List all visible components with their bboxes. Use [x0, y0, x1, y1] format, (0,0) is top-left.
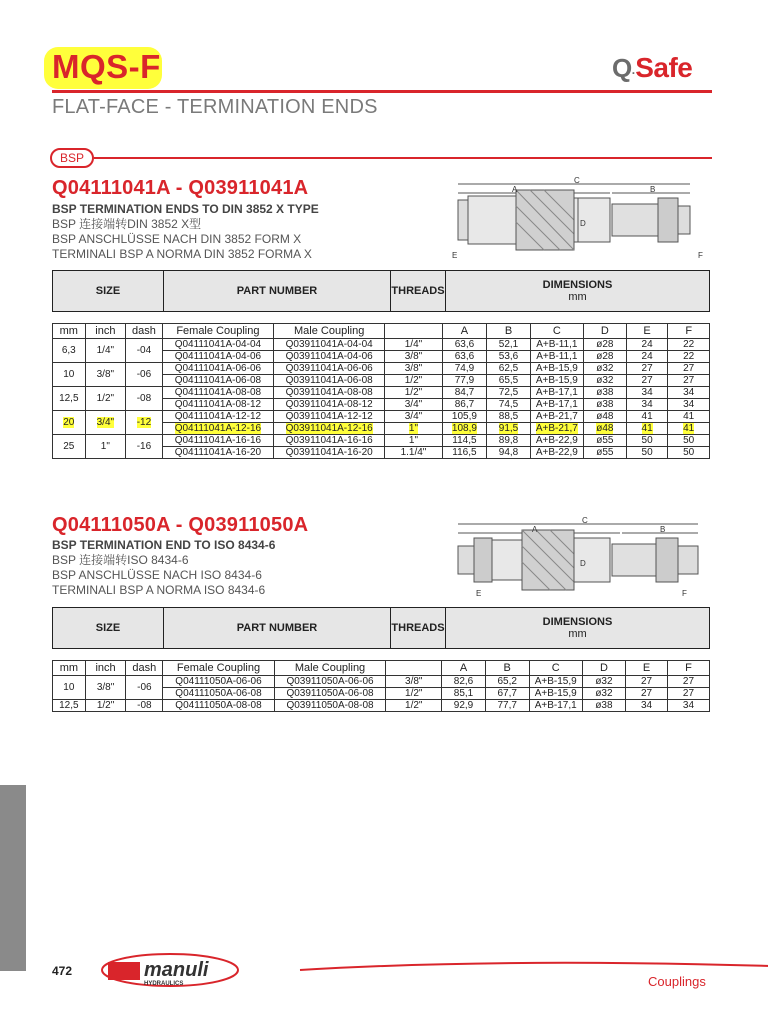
dim-f-label: F — [682, 589, 687, 598]
column-header: C — [529, 661, 582, 676]
table-cell: Q04111041A-04-06 — [162, 351, 273, 363]
table-cell: Q04111050A-06-08 — [163, 688, 274, 700]
size-dash: -12 — [126, 411, 163, 435]
table-cell: ø32 — [582, 676, 625, 688]
coupling-diagram-2 — [448, 516, 712, 604]
column-header: C — [530, 324, 583, 339]
size-inch: 1/2" — [85, 387, 126, 411]
column-header: Female Coupling — [162, 324, 273, 339]
table-cell: 89,8 — [487, 435, 530, 447]
table-cell: 3/4" — [385, 399, 442, 411]
table-cell: 1/2" — [386, 688, 442, 700]
table-cell: A+B-17,1 — [530, 399, 583, 411]
column-header-row — [53, 324, 710, 339]
table-cell: A+B-22,9 — [530, 447, 583, 459]
table-cell: A+B-17,1 — [530, 387, 583, 399]
table-cell: 94,8 — [487, 447, 530, 459]
column-header: D — [582, 661, 625, 676]
table-cell: ø48 — [583, 423, 626, 435]
size-mm: 12,5 — [53, 387, 86, 411]
column-header: B — [487, 324, 530, 339]
table-cell: 27 — [668, 375, 710, 387]
table-cell: Q04111041A-06-08 — [162, 375, 273, 387]
page-title: MQS-F — [52, 48, 161, 85]
table-cell: 91,5 — [487, 423, 530, 435]
dim-c-label: C — [574, 176, 580, 185]
size-mm: 10 — [53, 363, 86, 387]
size-mm: 6,3 — [53, 339, 86, 363]
table-cell: Q04111041A-12-16 — [162, 423, 273, 435]
table-cell: ø55 — [583, 435, 626, 447]
dim-b-label: B — [650, 185, 656, 194]
table-cell: 74,5 — [487, 399, 530, 411]
unit-label: mm — [568, 291, 587, 303]
table-cell: ø48 — [583, 411, 626, 423]
table-cell: ø32 — [583, 363, 626, 375]
col-part-number: PART NUMBER — [164, 271, 391, 312]
unit-label: mm — [568, 628, 587, 640]
table-row — [53, 700, 710, 712]
table-cell: 34 — [626, 387, 668, 399]
table-cell: 92,9 — [442, 700, 486, 712]
desc-de: BSP ANSCHLÜSSE NACH DIN 3852 FORM X — [52, 232, 302, 246]
table-cell: ø32 — [583, 375, 626, 387]
table-cell: ø55 — [583, 447, 626, 459]
table-cell: Q03911041A-08-08 — [273, 387, 384, 399]
table-cell: Q03911041A-12-16 — [273, 423, 384, 435]
table-cell: 86,7 — [442, 399, 487, 411]
table-cell: 27 — [626, 676, 668, 688]
size-mm: 12,5 — [53, 700, 86, 712]
side-tab — [0, 785, 26, 971]
table-cell: 1/2" — [386, 700, 442, 712]
table-cell: 67,7 — [485, 688, 529, 700]
col-size: SIZE — [53, 271, 164, 312]
table-cell: 77,7 — [485, 700, 529, 712]
table-cell: 34 — [626, 399, 668, 411]
section2-title: Q04111050A - Q03911050A — [52, 514, 309, 536]
size-dash: -08 — [126, 387, 163, 411]
table-cell: Q03911050A-06-08 — [274, 688, 386, 700]
table-cell: Q03911041A-04-04 — [273, 339, 384, 351]
column-header: F — [667, 661, 709, 676]
column-header: mm — [53, 324, 86, 339]
section1-title: Q04111041A - Q03911041A — [52, 177, 309, 199]
desc-it: TERMINALI BSP A NORMA DIN 3852 FORMA X — [52, 247, 312, 261]
size-dash: -16 — [126, 435, 163, 459]
column-header: D — [583, 324, 626, 339]
page-number: 472 — [52, 964, 73, 978]
table-cell: 62,5 — [487, 363, 530, 375]
col-threads: THREADS — [391, 608, 446, 649]
table-cell: 114,5 — [442, 435, 487, 447]
table-cell: ø38 — [583, 399, 626, 411]
size-mm: 20 — [53, 411, 86, 435]
table-cell: 27 — [667, 688, 709, 700]
logo-q: Q — [612, 53, 632, 83]
table-cell: 27 — [668, 363, 710, 375]
dim-d-label: D — [580, 559, 586, 568]
table-cell: Q03911041A-16-16 — [273, 435, 384, 447]
category-label: Couplings — [648, 974, 706, 989]
col-dimensions — [446, 271, 710, 312]
table-cell: 50 — [668, 435, 710, 447]
table2 — [52, 660, 710, 712]
table-cell: A+B-22,9 — [530, 435, 583, 447]
table-cell: Q04111050A-08-08 — [163, 700, 274, 712]
table-cell: Q03911050A-06-06 — [274, 676, 386, 688]
table1-header — [52, 270, 710, 312]
table-cell: 24 — [626, 339, 668, 351]
table-cell: 82,6 — [442, 676, 486, 688]
table-cell: 84,7 — [442, 387, 487, 399]
column-header: E — [626, 324, 668, 339]
size-inch: 1/4" — [85, 339, 126, 363]
table-cell: A+B-15,9 — [529, 688, 582, 700]
desc-zh: BSP 连接端转ISO 8434-6 — [52, 553, 189, 567]
table-cell: 3/4" — [385, 411, 442, 423]
page-subtitle: FLAT-FACE - TERMINATION ENDS — [52, 96, 378, 118]
table-cell: 63,6 — [442, 351, 487, 363]
table-cell: 65,2 — [485, 676, 529, 688]
table-cell: 105,9 — [442, 411, 487, 423]
size-inch: 3/8" — [85, 363, 126, 387]
table-cell: 1.1/4" — [385, 447, 442, 459]
column-header: B — [485, 661, 529, 676]
table-row — [53, 363, 710, 375]
dim-c-label: C — [582, 516, 588, 525]
desc-zh: BSP 连接端转DIN 3852 X型 — [52, 217, 202, 231]
table-cell: 72,5 — [487, 387, 530, 399]
dim-e-label: E — [476, 589, 482, 598]
table-cell: Q03911041A-06-08 — [273, 375, 384, 387]
column-header: A — [442, 324, 487, 339]
table-cell: A+B-21,7 — [530, 423, 583, 435]
size-inch: 3/4" — [85, 411, 126, 435]
table-cell: 50 — [626, 447, 668, 459]
table-cell: Q03911041A-04-06 — [273, 351, 384, 363]
column-header: Female Coupling — [163, 661, 274, 676]
table-cell: 22 — [668, 339, 710, 351]
column-header: E — [626, 661, 668, 676]
table-cell: 65,5 — [487, 375, 530, 387]
table-cell: Q03911050A-08-08 — [274, 700, 386, 712]
column-header: Male Coupling — [274, 661, 386, 676]
table-cell: Q04111041A-16-16 — [162, 435, 273, 447]
table-cell: 116,5 — [442, 447, 487, 459]
dim-a-label: A — [512, 185, 518, 194]
size-mm: 25 — [53, 435, 86, 459]
qsafe-logo: Q·Safe — [612, 52, 693, 83]
dim-b-label: B — [660, 525, 666, 534]
table-cell: 3/8" — [385, 363, 442, 375]
table-cell: 1/4" — [385, 339, 442, 351]
section1-description — [52, 202, 319, 262]
table-cell: ø28 — [583, 351, 626, 363]
table-cell: 74,9 — [442, 363, 487, 375]
section2-description — [52, 538, 275, 598]
column-header: dash — [126, 324, 163, 339]
header-rule — [52, 90, 712, 93]
column-header: F — [668, 324, 710, 339]
dim-a-label: A — [532, 525, 538, 534]
column-header — [385, 324, 442, 339]
section-rule — [94, 157, 712, 159]
table-cell: A+B-11,1 — [530, 339, 583, 351]
table-cell: 1" — [385, 435, 442, 447]
desc-en: BSP TERMINATION ENDS TO DIN 3852 X TYPE — [52, 202, 319, 216]
table-cell: Q03911041A-06-06 — [273, 363, 384, 375]
table-cell: 41 — [626, 411, 668, 423]
table-cell: 1/2" — [385, 375, 442, 387]
dim-f-label: F — [698, 251, 703, 260]
col-size: SIZE — [53, 608, 164, 649]
table-row — [53, 411, 710, 423]
table-cell: 27 — [626, 363, 668, 375]
table-cell: 85,1 — [442, 688, 486, 700]
table-cell: 41 — [626, 423, 668, 435]
desc-en: BSP TERMINATION END TO ISO 8434-6 — [52, 538, 276, 552]
table-cell: 50 — [626, 435, 668, 447]
table-cell: Q04111041A-06-06 — [162, 363, 273, 375]
table-cell: Q04111041A-16-20 — [162, 447, 273, 459]
table-cell: ø38 — [583, 387, 626, 399]
size-dash: -04 — [126, 339, 163, 363]
size-mm: 10 — [53, 676, 86, 700]
dim-e-label: E — [452, 251, 458, 260]
table-cell: 34 — [668, 399, 710, 411]
table-cell: 41 — [668, 423, 710, 435]
table-row — [53, 339, 710, 351]
table-cell: A+B-11,1 — [530, 351, 583, 363]
column-header — [386, 661, 442, 676]
size-dash: -06 — [126, 676, 163, 700]
size-dash: -08 — [126, 700, 163, 712]
table-cell: 41 — [668, 411, 710, 423]
table-cell: 27 — [667, 676, 709, 688]
column-header: mm — [53, 661, 86, 676]
table1 — [52, 323, 710, 459]
dimensions-label: DIMENSIONS — [542, 279, 613, 291]
logo-safe: Safe — [635, 52, 693, 83]
table-cell: Q04111041A-04-04 — [162, 339, 273, 351]
size-inch: 1" — [85, 435, 126, 459]
thread-type-badge: BSP — [50, 148, 94, 168]
table-cell: 88,5 — [487, 411, 530, 423]
table-cell: 53,6 — [487, 351, 530, 363]
dim-d-label: D — [580, 219, 586, 228]
table-cell: 63,6 — [442, 339, 487, 351]
coupling-diagram-1 — [440, 176, 712, 266]
table-cell: ø28 — [583, 339, 626, 351]
column-header: dash — [126, 661, 163, 676]
table-cell: 24 — [626, 351, 668, 363]
table-cell: Q04111041A-12-12 — [162, 411, 273, 423]
table-cell: 3/8" — [385, 351, 442, 363]
column-header: inch — [85, 324, 126, 339]
table-cell: 52,1 — [487, 339, 530, 351]
table2-header — [52, 607, 710, 649]
col-dimensions — [446, 608, 710, 649]
table-cell: 34 — [668, 387, 710, 399]
column-header-row — [53, 661, 710, 676]
table-cell: 3/8" — [386, 676, 442, 688]
table-cell: A+B-15,9 — [530, 363, 583, 375]
table-cell: 77,9 — [442, 375, 487, 387]
col-part-number: PART NUMBER — [164, 608, 391, 649]
column-header: A — [442, 661, 486, 676]
table-row — [53, 387, 710, 399]
table-cell: A+B-17,1 — [529, 700, 582, 712]
table-row — [53, 676, 710, 688]
desc-it: TERMINALI BSP A NORMA ISO 8434-6 — [52, 583, 266, 597]
size-dash: -06 — [126, 363, 163, 387]
table-cell: A+B-15,9 — [529, 676, 582, 688]
table-cell: Q04111041A-08-12 — [162, 399, 273, 411]
size-inch: 1/2" — [85, 700, 126, 712]
column-header: Male Coupling — [273, 324, 384, 339]
table-cell: ø32 — [582, 688, 625, 700]
desc-de: BSP ANSCHLÜSSE NACH ISO 8434-6 — [52, 568, 262, 582]
brand-name: manuli — [144, 959, 209, 981]
size-inch: 3/8" — [85, 676, 126, 700]
table-cell: 34 — [667, 700, 709, 712]
table-cell: 1/2" — [385, 387, 442, 399]
table-cell: Q03911041A-16-20 — [273, 447, 384, 459]
table-cell: Q04111050A-06-06 — [163, 676, 274, 688]
table-cell: Q03911041A-12-12 — [273, 411, 384, 423]
table-cell: A+B-21,7 — [530, 411, 583, 423]
table-cell: A+B-15,9 — [530, 375, 583, 387]
table-cell: 108,9 — [442, 423, 487, 435]
dimensions-label: DIMENSIONS — [542, 616, 613, 628]
table-cell: 22 — [668, 351, 710, 363]
table-cell: Q04111041A-08-08 — [162, 387, 273, 399]
table-cell: 27 — [626, 688, 668, 700]
table-cell: ø38 — [582, 700, 625, 712]
table-cell: 34 — [626, 700, 668, 712]
col-threads: THREADS — [391, 271, 446, 312]
table-cell: Q03911041A-08-12 — [273, 399, 384, 411]
table-row — [53, 435, 710, 447]
column-header: inch — [85, 661, 126, 676]
table-cell: 50 — [668, 447, 710, 459]
table-cell: 27 — [626, 375, 668, 387]
table-cell: 1" — [385, 423, 442, 435]
brand-sub: HYDRAULICS — [144, 981, 184, 987]
